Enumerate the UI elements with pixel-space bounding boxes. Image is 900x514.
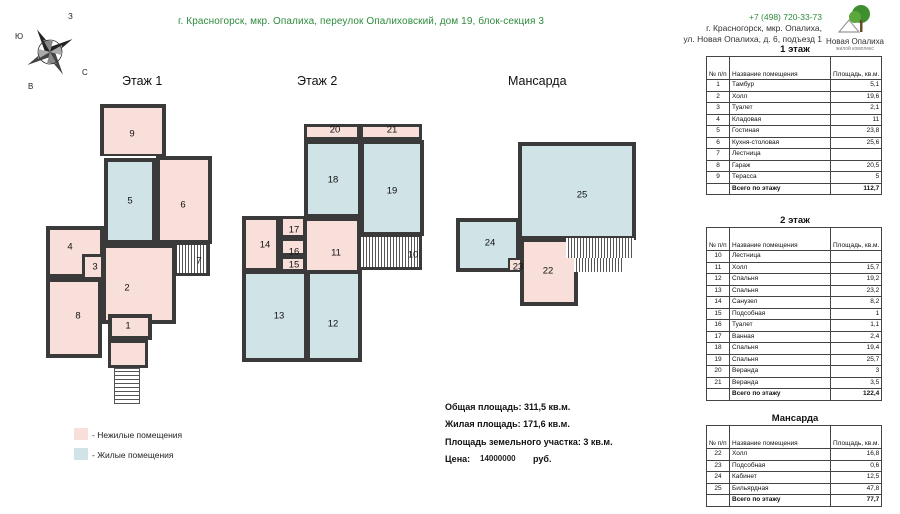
- room-name: Спальня: [730, 285, 831, 297]
- room-name: Кладовая: [730, 114, 831, 126]
- header-name: Название помещения: [730, 228, 831, 251]
- room-area: 19,2: [831, 274, 882, 286]
- row-number: 9: [707, 172, 730, 184]
- room-label-24: 24: [484, 237, 496, 249]
- room-area: 20,5: [831, 160, 882, 172]
- header-area: Площадь, кв.м.: [831, 426, 882, 449]
- row-number: 14: [707, 297, 730, 309]
- table-row: [707, 160, 882, 172]
- room-area: 23,8: [831, 126, 882, 138]
- table-row: [707, 172, 882, 184]
- table-row: [707, 297, 882, 309]
- table-row: [707, 126, 882, 138]
- room-label-21: 21: [386, 124, 398, 136]
- room-area: 15,7: [831, 262, 882, 274]
- row-number: 3: [707, 103, 730, 115]
- table-row: [707, 114, 882, 126]
- table-row: [707, 80, 882, 92]
- row-number: 20: [707, 366, 730, 378]
- total-area: Общая площадь: 311,5 кв.м.: [445, 402, 571, 412]
- room-name: Кабинет: [730, 472, 831, 484]
- room-area: 16,8: [831, 449, 882, 461]
- floor1-plan: [44, 102, 216, 406]
- table-row: [707, 343, 882, 355]
- total-label: Всего по этажу: [730, 495, 831, 507]
- room-name: Санузел: [730, 297, 831, 309]
- room-8: [46, 278, 102, 358]
- header-no: № п/п: [707, 228, 730, 251]
- room-name: Подсобная: [730, 460, 831, 472]
- room-label-2: 2: [124, 282, 130, 294]
- attic-plan: [454, 140, 640, 308]
- room-label-3: 3: [92, 261, 98, 273]
- row-number: 22: [707, 449, 730, 461]
- table-row: [707, 274, 882, 286]
- brand-name: Новая Опалиха: [826, 37, 884, 46]
- room-label-19: 19: [386, 185, 398, 197]
- header-area: Площадь, кв.м.: [831, 228, 882, 251]
- row-number: 25: [707, 483, 730, 495]
- room-11: [304, 218, 360, 274]
- row-number: 5: [707, 126, 730, 138]
- room-label-4: 4: [67, 241, 73, 253]
- room-label-25: 25: [576, 189, 588, 201]
- room-label-1: 1: [125, 320, 131, 332]
- room-name: Гостиная: [730, 126, 831, 138]
- room-name: Холл: [730, 91, 831, 103]
- header-no: № п/п: [707, 426, 730, 449]
- legend-living: - Жилые помещения: [92, 450, 174, 460]
- room-label-14: 14: [259, 239, 271, 251]
- office-address-line2: ул. Новая Опалиха, д. 6, подъезд 1: [683, 34, 822, 44]
- table-floor2: [706, 227, 882, 401]
- row-number: 18: [707, 343, 730, 355]
- total-value: 77,7: [831, 495, 882, 507]
- room-label-13: 13: [273, 310, 285, 322]
- room-name: Туалет: [730, 103, 831, 115]
- brand-logo: [824, 4, 886, 52]
- compass-label-s: С: [82, 68, 88, 77]
- table-header-row: [707, 57, 882, 80]
- room-label-5: 5: [127, 195, 133, 207]
- room-name: Кухня-столовая: [730, 137, 831, 149]
- land-area: Площадь земельного участка: 3 кв.м.: [445, 437, 613, 447]
- room-area: 11: [831, 114, 882, 126]
- room-area: 5,1: [831, 80, 882, 92]
- total-blank: [707, 495, 730, 507]
- total-blank: [707, 389, 730, 401]
- room-name: Подсобная: [730, 308, 831, 320]
- table-row: [707, 137, 882, 149]
- header-no: № п/п: [707, 57, 730, 80]
- row-number: 19: [707, 354, 730, 366]
- room-area: [831, 251, 882, 263]
- room-area: 2,1: [831, 103, 882, 115]
- room-12: [306, 270, 362, 362]
- row-number: 21: [707, 377, 730, 389]
- table-row: [707, 308, 882, 320]
- phone-number[interactable]: +7 (498) 720-33-73: [748, 12, 822, 22]
- row-number: 24: [707, 472, 730, 484]
- total-blank: [707, 183, 730, 195]
- room-area: 5: [831, 172, 882, 184]
- compass-rose: [14, 8, 94, 90]
- room-label-10: 10: [407, 249, 419, 261]
- room-area: 19,6: [831, 91, 882, 103]
- legend-swatch-non-living: [74, 428, 88, 440]
- room-name: Тамбур: [730, 80, 831, 92]
- entrance-steps: [114, 368, 140, 404]
- header-name: Название помещения: [730, 57, 831, 80]
- table-row: [707, 331, 882, 343]
- room-area: [831, 149, 882, 161]
- legend-non-living: - Нежилые помещения: [92, 430, 183, 440]
- row-number: 15: [707, 308, 730, 320]
- room-name: Веранда: [730, 377, 831, 389]
- floor1-title: Этаж 1: [122, 74, 163, 88]
- room-name: Бильярдная: [730, 483, 831, 495]
- office-address-line1: г. Красногорск, мкр. Опалиха,: [706, 23, 822, 33]
- room-label-23: 23: [512, 261, 524, 273]
- room-name: Туалет: [730, 320, 831, 332]
- attic-title: Мансарда: [508, 74, 567, 88]
- row-number: 11: [707, 262, 730, 274]
- header-name: Название помещения: [730, 426, 831, 449]
- room-label-12: 12: [327, 318, 339, 330]
- table-row: [707, 449, 882, 461]
- room-label-16: 16: [288, 246, 300, 258]
- row-number: 4: [707, 114, 730, 126]
- room-name: Терасса: [730, 172, 831, 184]
- table-row: [707, 460, 882, 472]
- room-area: 23,2: [831, 285, 882, 297]
- table-header-row: [707, 426, 882, 449]
- table-row: [707, 354, 882, 366]
- room-area: 1,1: [831, 320, 882, 332]
- row-number: 13: [707, 285, 730, 297]
- room-label-20: 20: [329, 124, 341, 136]
- compass-label-z: З: [68, 12, 73, 21]
- price-label: Цена:: [445, 454, 471, 464]
- table3-title: Мансарда: [771, 413, 819, 424]
- floor2-title: Этаж 2: [297, 74, 338, 88]
- total-value: 122,4: [831, 389, 882, 401]
- table-row: [707, 377, 882, 389]
- table-row: [707, 366, 882, 378]
- row-number: 23: [707, 460, 730, 472]
- table-row: [707, 103, 882, 115]
- room-label-22: 22: [542, 265, 554, 277]
- room-area: 12,5: [831, 472, 882, 484]
- table-row: [707, 251, 882, 263]
- legend-swatch-living: [74, 448, 88, 460]
- attic-stairs-lower: [574, 258, 624, 272]
- table1-title: 1 этаж: [780, 44, 810, 55]
- table-total-row: [707, 495, 882, 507]
- tree-icon: [835, 4, 875, 34]
- row-number: 12: [707, 274, 730, 286]
- room-area: 1: [831, 308, 882, 320]
- row-number: 17: [707, 331, 730, 343]
- table-header-row: [707, 228, 882, 251]
- table-row: [707, 320, 882, 332]
- room-area: 3,5: [831, 377, 882, 389]
- property-address: г. Красногорск, мкр. Опалиха, переулок Опалиховский, дом 19, блок-секция 3: [178, 16, 545, 27]
- row-number: 6: [707, 137, 730, 149]
- compass-icon: [14, 8, 94, 90]
- room-area: 8,2: [831, 297, 882, 309]
- room-name: Лестница: [730, 251, 831, 263]
- room-area: 47,8: [831, 483, 882, 495]
- room-name: Холл: [730, 262, 831, 274]
- row-number: 2: [707, 91, 730, 103]
- table-row: [707, 149, 882, 161]
- room-area: 2,4: [831, 331, 882, 343]
- price-unit: руб.: [533, 454, 552, 464]
- living-area: Жилая площадь: 171,6 кв.м.: [445, 419, 570, 429]
- row-number: 7: [707, 149, 730, 161]
- room-name: Спальня: [730, 343, 831, 355]
- room-area: 25,6: [831, 137, 882, 149]
- room-2: [102, 244, 176, 324]
- table-floor1: [706, 56, 882, 195]
- room-label-8: 8: [75, 310, 81, 322]
- room-name: Холл: [730, 449, 831, 461]
- total-label: Всего по этажу: [730, 183, 831, 195]
- porch: [108, 340, 148, 368]
- total-label: Всего по этажу: [730, 389, 831, 401]
- compass-label-v: В: [28, 82, 34, 91]
- table-row: [707, 472, 882, 484]
- compass-label-yu: Ю: [15, 32, 24, 41]
- room-name: Ванная: [730, 331, 831, 343]
- room-area: 0,6: [831, 460, 882, 472]
- room-label-7: 7: [196, 255, 202, 267]
- room-name: Гараж: [730, 160, 831, 172]
- table2-title: 2 этаж: [780, 215, 810, 226]
- room-label-6: 6: [180, 199, 186, 211]
- table-total-row: [707, 389, 882, 401]
- room-label-17: 17: [288, 224, 300, 236]
- room-label-18: 18: [327, 174, 339, 186]
- room-name: Веранда: [730, 366, 831, 378]
- room-area: 25,7: [831, 354, 882, 366]
- table-row: [707, 91, 882, 103]
- table-attic: [706, 425, 882, 507]
- room-name: Спальня: [730, 354, 831, 366]
- room-name: Спальня: [730, 274, 831, 286]
- room-label-11: 11: [331, 247, 341, 259]
- price-value: 14000000: [480, 454, 516, 463]
- table-row: [707, 285, 882, 297]
- table-row: [707, 262, 882, 274]
- room-name: Лестница: [730, 149, 831, 161]
- row-number: 16: [707, 320, 730, 332]
- total-value: 112,7: [831, 183, 882, 195]
- room-area: 3: [831, 366, 882, 378]
- table-row: [707, 483, 882, 495]
- contact-block: [683, 12, 822, 45]
- row-number: 8: [707, 160, 730, 172]
- room-label-9: 9: [129, 128, 135, 140]
- attic-stairs: [566, 238, 634, 258]
- room-7-stairs: [174, 242, 210, 276]
- header-area: Площадь, кв.м.: [831, 57, 882, 80]
- row-number: 10: [707, 251, 730, 263]
- brand-subtitle: жилой комплекс: [836, 46, 874, 52]
- room-area: 19,4: [831, 343, 882, 355]
- room-label-15: 15: [288, 259, 300, 271]
- table-total-row: [707, 183, 882, 195]
- row-number: 1: [707, 80, 730, 92]
